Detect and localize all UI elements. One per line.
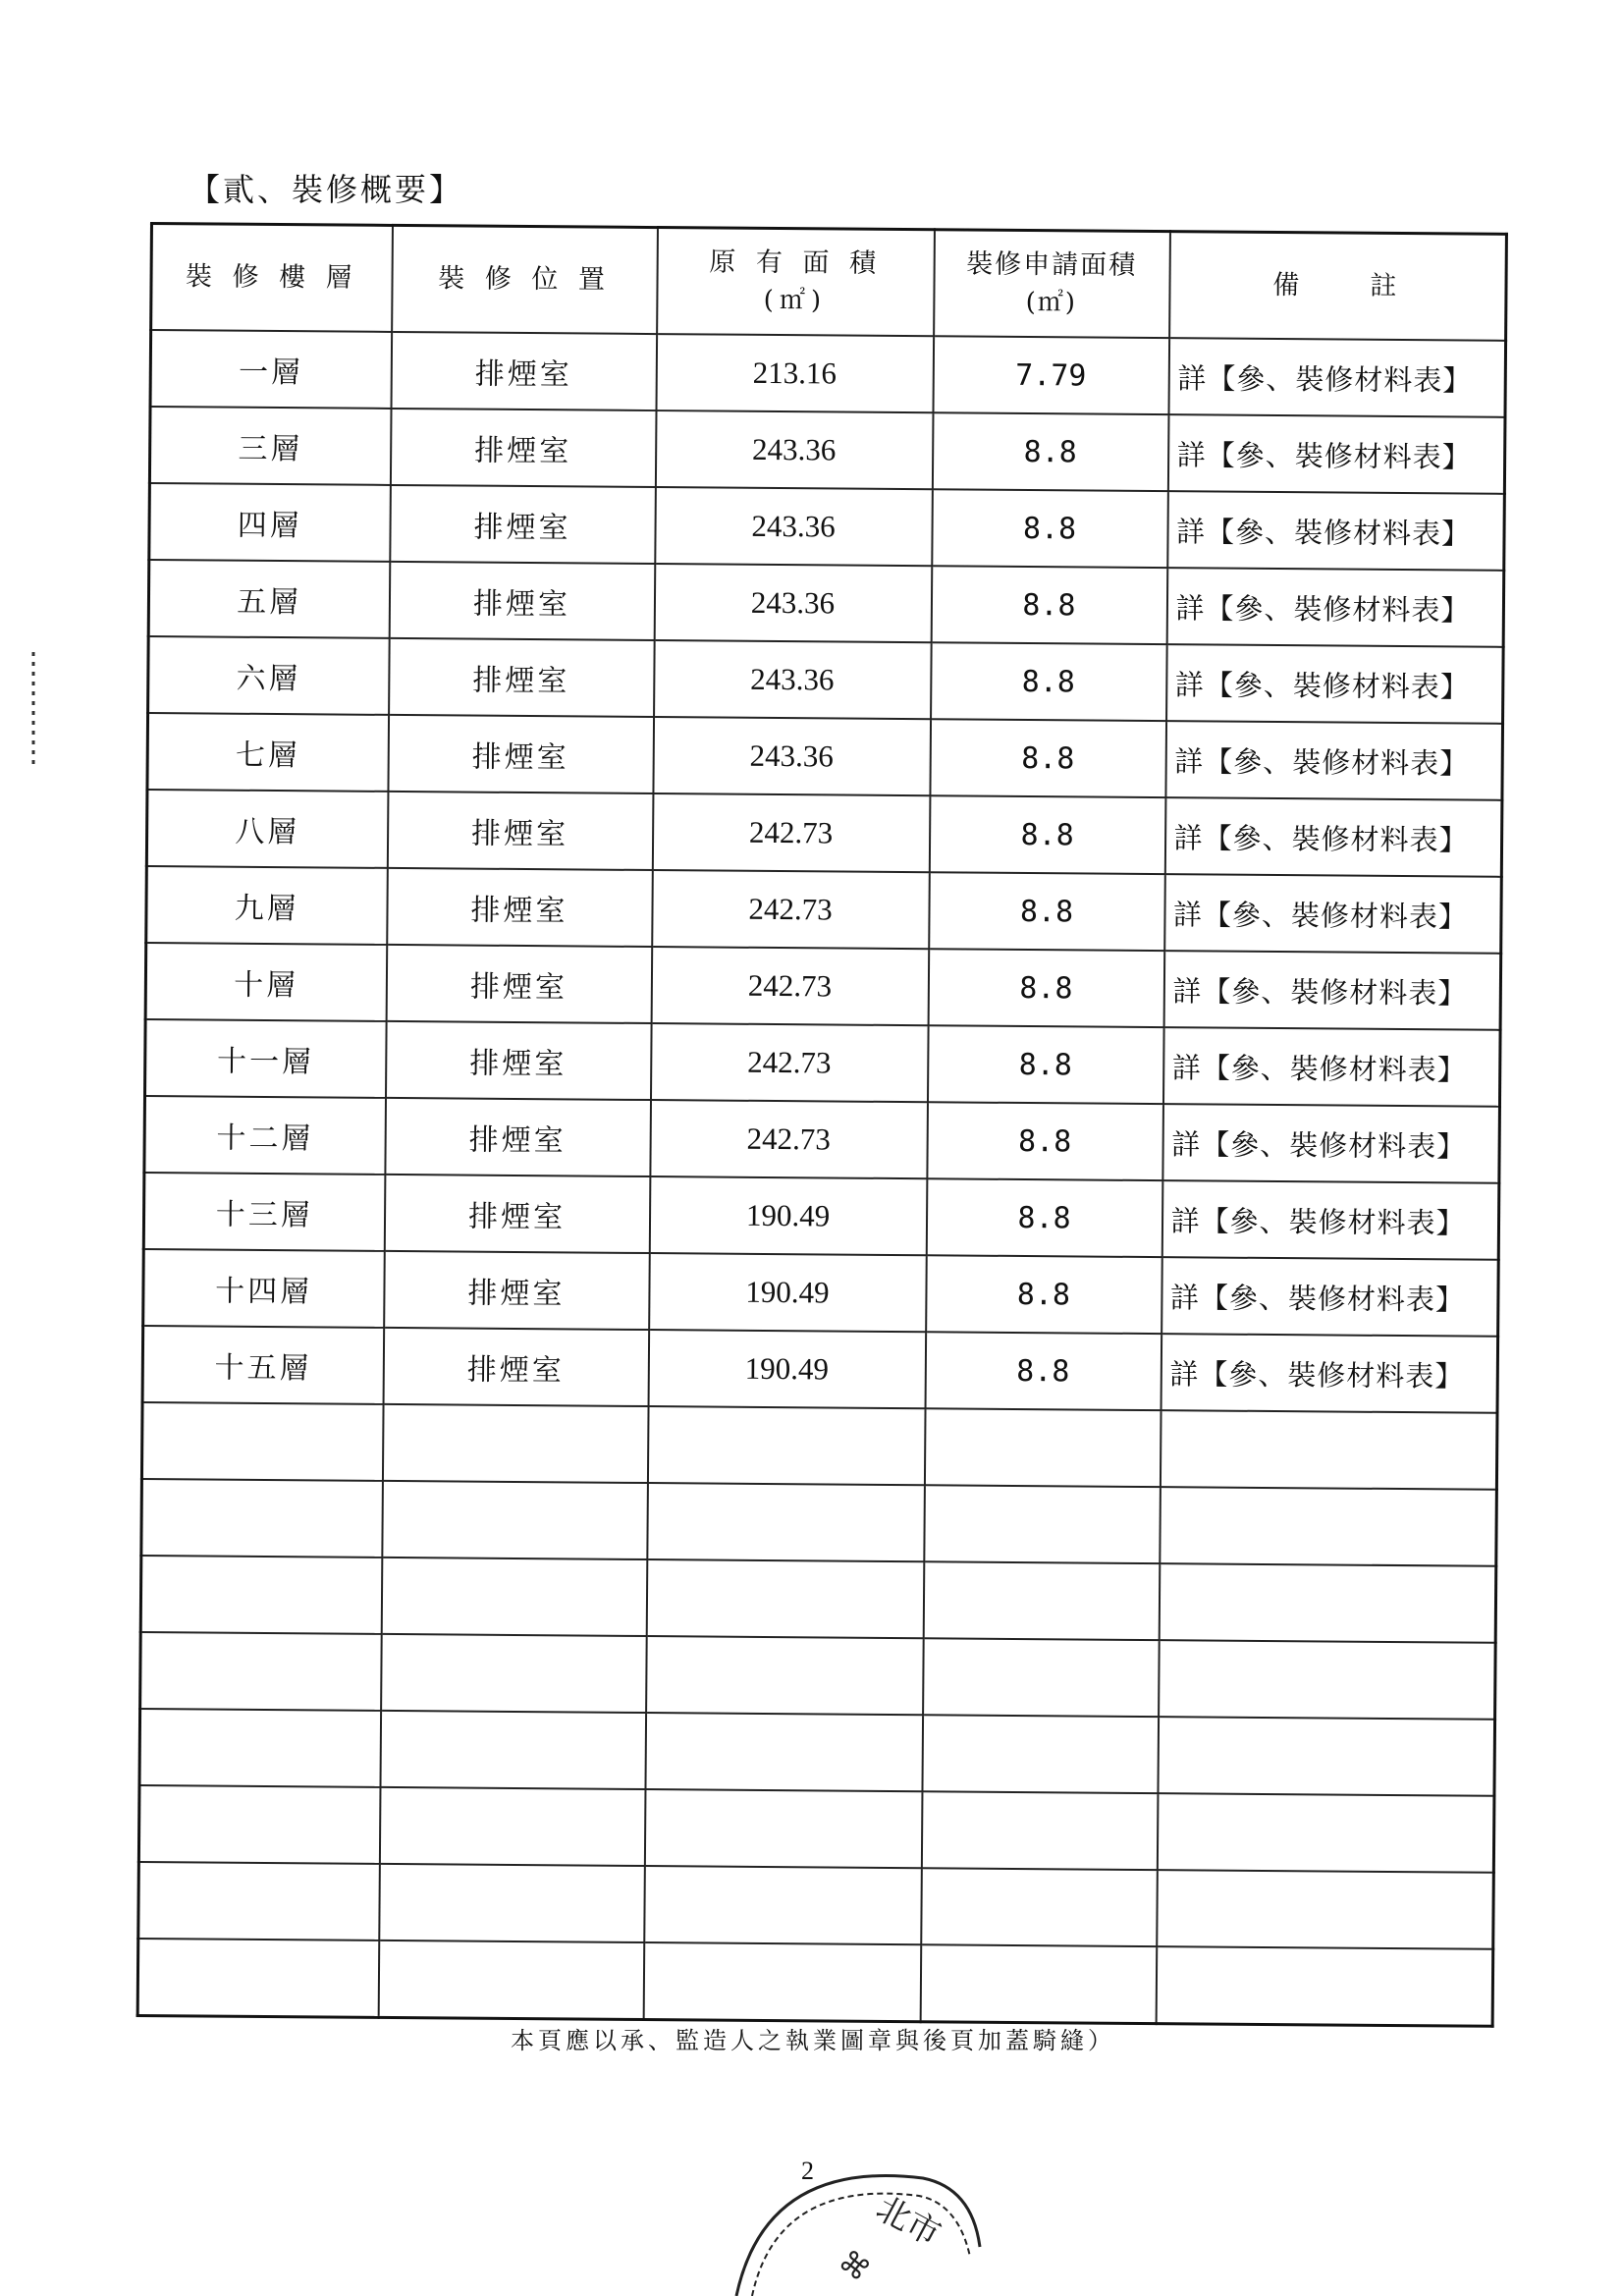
remarks-cell: 詳【參、裝修材料表】	[1167, 414, 1505, 494]
official-seal	[727, 2139, 982, 2296]
floor-cell: 七層	[147, 713, 389, 792]
remarks-cell	[1159, 1640, 1496, 1720]
position-cell	[378, 1941, 644, 2020]
floor-cell	[139, 1709, 381, 1787]
floor-cell: 十二層	[144, 1096, 386, 1175]
table-header-row	[151, 224, 1507, 341]
floor-cell: 十五層	[142, 1326, 384, 1404]
applied-area-cell: 8.8	[928, 949, 1164, 1027]
floor-cell: 十一層	[145, 1019, 387, 1098]
original-area-cell: 213.16	[656, 334, 934, 412]
table-row	[137, 1939, 1493, 2026]
applied-area-cell: 8.8	[927, 1102, 1163, 1180]
floor-cell: 六層	[148, 636, 390, 715]
floor-cell	[137, 1939, 379, 2017]
applied-area-cell	[923, 1638, 1160, 1717]
floor-cell: 十四層	[143, 1249, 385, 1328]
remarks-cell: 詳【參、裝修材料表】	[1166, 644, 1504, 724]
original-area-cell	[646, 1636, 924, 1715]
position-cell: 排煙室	[385, 1098, 651, 1176]
table-row	[140, 1632, 1496, 1720]
floor-cell	[138, 1862, 380, 1941]
remarks-cell	[1160, 1410, 1497, 1490]
applied-area-cell: 7.79	[933, 336, 1169, 414]
page-number: 2	[801, 2157, 814, 2185]
remarks-cell: 詳【參、裝修材料表】	[1167, 491, 1505, 571]
position-cell: 排煙室	[386, 945, 652, 1023]
applied-area-cell: 8.8	[930, 719, 1166, 797]
table-row	[139, 1709, 1495, 1796]
table-row	[149, 483, 1505, 571]
applied-area-cell: 8.8	[932, 412, 1168, 491]
table-row	[138, 1862, 1494, 1949]
original-area-cell: 190.49	[649, 1176, 927, 1255]
position-cell	[379, 1864, 645, 1942]
remarks-cell: 詳【參、裝修材料表】	[1164, 797, 1502, 877]
original-area-cell	[643, 1942, 921, 2022]
remarks-cell	[1157, 1870, 1494, 1949]
position-cell: 排煙室	[389, 638, 655, 717]
original-area-cell	[647, 1406, 925, 1485]
table-row	[149, 407, 1505, 494]
remarks-cell: 詳【參、裝修材料表】	[1168, 338, 1506, 417]
footnote: 本頁應以承、監造人之執業圖章與後頁加蓋騎縫）	[511, 2027, 1115, 2054]
position-cell	[382, 1481, 648, 1559]
applied-area-cell	[922, 1715, 1159, 1793]
position-cell: 排煙室	[387, 868, 653, 947]
applied-area-cell: 8.8	[929, 795, 1165, 874]
original-area-cell	[645, 1713, 923, 1791]
remarks-cell: 詳【參、裝修材料表】	[1162, 1180, 1499, 1260]
applied-area-cell: 8.8	[925, 1332, 1162, 1410]
seal-glyph: ⌘	[832, 2243, 877, 2289]
applied-area-cell: 8.8	[926, 1255, 1162, 1334]
scan-edge-marks	[29, 652, 37, 770]
original-area-cell	[647, 1483, 925, 1561]
original-area-cell: 243.36	[655, 487, 933, 566]
applied-area-cell	[921, 1868, 1158, 1946]
position-cell: 排煙室	[389, 562, 655, 640]
renovation-summary-table-wrapper	[136, 222, 1505, 2028]
original-area-cell: 190.49	[649, 1253, 927, 1332]
table-row	[145, 1019, 1501, 1107]
table-row	[140, 1556, 1496, 1643]
position-cell: 排煙室	[390, 485, 656, 564]
header-position: 裝 修 位 置	[392, 225, 658, 334]
position-cell: 排煙室	[390, 409, 656, 487]
position-cell	[381, 1558, 647, 1636]
remarks-cell: 詳【參、裝修材料表】	[1166, 568, 1504, 647]
applied-area-cell: 8.8	[927, 1025, 1163, 1104]
applied-area-cell: 8.8	[926, 1178, 1162, 1257]
table-body	[137, 330, 1505, 2026]
remarks-cell	[1159, 1563, 1496, 1643]
table-row	[141, 1402, 1497, 1490]
applied-area-cell	[920, 1944, 1157, 2023]
header-original-area	[657, 228, 935, 337]
header-remarks: 備 註	[1169, 232, 1507, 341]
position-cell: 排煙室	[388, 715, 654, 793]
original-area-cell: 242.73	[650, 1023, 928, 1102]
table-row	[144, 1096, 1500, 1183]
applied-area-cell: 8.8	[929, 872, 1165, 951]
original-area-cell: 242.73	[650, 1100, 928, 1178]
applied-area-cell: 8.8	[931, 566, 1167, 644]
table-row	[146, 866, 1502, 954]
original-area-cell	[644, 1866, 922, 1944]
remarks-cell	[1156, 1946, 1493, 2026]
applied-area-cell	[921, 1791, 1158, 1870]
position-cell	[381, 1634, 647, 1713]
original-area-cell	[644, 1789, 922, 1868]
original-area-cell: 242.73	[651, 947, 929, 1025]
original-area-cell: 242.73	[652, 793, 930, 872]
floor-cell: 十層	[145, 943, 387, 1021]
original-area-cell: 243.36	[654, 640, 932, 719]
floor-cell: 十三層	[143, 1173, 385, 1251]
floor-cell	[140, 1632, 382, 1711]
original-area-cell: 243.36	[655, 410, 933, 489]
original-area-cell: 242.73	[652, 870, 930, 949]
remarks-cell: 詳【參、裝修材料表】	[1161, 1334, 1498, 1413]
original-area-cell	[646, 1559, 924, 1638]
remarks-cell: 詳【參、裝修材料表】	[1162, 1104, 1500, 1183]
applied-area-cell	[923, 1561, 1160, 1640]
applied-area-cell	[924, 1408, 1161, 1487]
applied-area-cell: 8.8	[931, 642, 1167, 721]
position-cell: 排煙室	[383, 1328, 649, 1406]
position-cell: 排煙室	[386, 1021, 652, 1100]
table-row	[143, 1173, 1499, 1260]
renovation-summary-table	[136, 222, 1508, 2028]
floor-cell	[140, 1556, 382, 1634]
table-row	[146, 790, 1502, 877]
header-floor: 裝 修 樓 層	[151, 224, 393, 332]
header-original-area-label: 原 有 面 積	[709, 246, 883, 279]
section-title: 【貳、裝修概要】	[189, 171, 464, 208]
floor-cell: 八層	[146, 790, 388, 868]
floor-cell	[141, 1402, 383, 1481]
position-cell: 排煙室	[384, 1175, 650, 1253]
table-row	[147, 713, 1503, 800]
applied-area-cell: 8.8	[932, 489, 1168, 568]
table-row	[150, 330, 1506, 417]
floor-cell: 三層	[149, 407, 391, 485]
header-applied-area-label: 裝修申請面積	[966, 248, 1138, 281]
position-cell	[380, 1711, 646, 1789]
floor-cell: 四層	[149, 483, 391, 562]
position-cell: 排煙室	[384, 1251, 650, 1330]
floor-cell: 九層	[146, 866, 388, 945]
remarks-cell: 詳【參、裝修材料表】	[1165, 721, 1503, 800]
position-cell: 排煙室	[387, 792, 653, 870]
remarks-cell: 詳【參、裝修材料表】	[1162, 1257, 1499, 1337]
table-row	[138, 1785, 1494, 1873]
table-row	[148, 636, 1504, 724]
position-cell	[379, 1787, 645, 1866]
position-cell: 排煙室	[391, 332, 657, 410]
table-row	[142, 1326, 1498, 1413]
table-row	[143, 1249, 1499, 1337]
table-row	[145, 943, 1501, 1030]
remarks-cell	[1157, 1793, 1494, 1873]
remarks-cell: 詳【參、裝修材料表】	[1164, 874, 1502, 954]
remarks-cell: 詳【參、裝修材料表】	[1163, 951, 1501, 1030]
header-original-area-unit: (㎡)	[763, 285, 828, 316]
position-cell	[382, 1404, 648, 1483]
table-row	[141, 1479, 1497, 1566]
remarks-cell: 詳【參、裝修材料表】	[1162, 1027, 1500, 1107]
floor-cell: 一層	[150, 330, 392, 409]
header-applied-area-unit: (㎡)	[1025, 288, 1078, 318]
applied-area-cell	[924, 1485, 1161, 1563]
original-area-cell: 243.36	[654, 564, 932, 642]
original-area-cell: 243.36	[653, 717, 931, 795]
floor-cell	[138, 1785, 380, 1864]
floor-cell	[141, 1479, 383, 1558]
original-area-cell: 190.49	[648, 1330, 926, 1408]
header-applied-area	[934, 230, 1170, 338]
table-row	[148, 560, 1504, 647]
remarks-cell	[1160, 1487, 1497, 1566]
floor-cell: 五層	[148, 560, 390, 638]
remarks-cell	[1158, 1717, 1495, 1796]
seal-text: 北市	[869, 2188, 947, 2255]
